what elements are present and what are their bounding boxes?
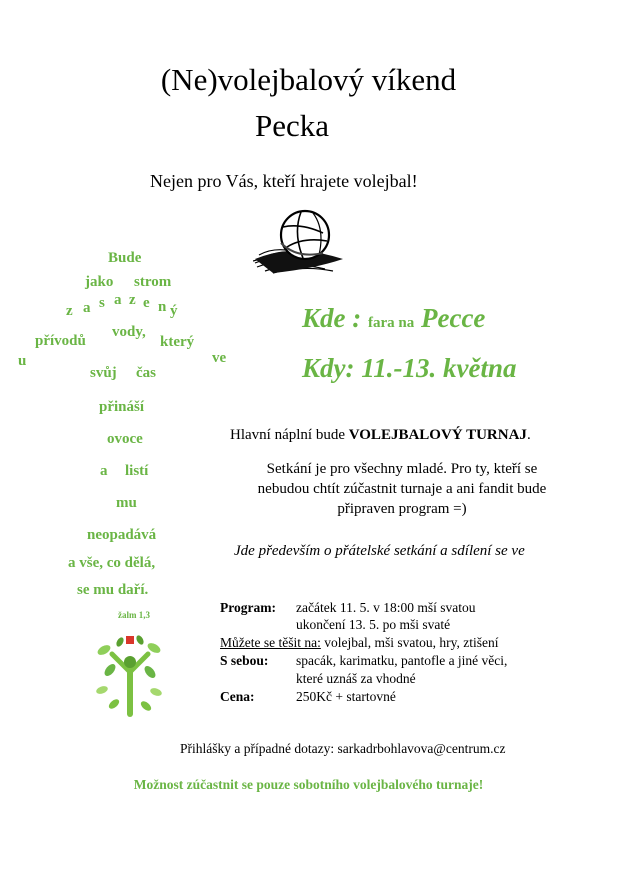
poem-word: ovoce <box>107 431 143 447</box>
where-line <box>302 303 485 334</box>
bring-line: které uznáš za vhodné <box>296 671 416 686</box>
program-end: ukončení 13. 5. po mši svaté <box>296 617 451 632</box>
intro-line: nebudou chtít zúčastnit turnaje a ani fandit bude <box>257 481 547 497</box>
look-forward-label: Můžete se těšit na: <box>220 635 321 650</box>
bring-label: S sebou: <box>220 653 269 668</box>
bring-line: spacák, karimatku, pantofle a jiné věci, <box>296 653 508 668</box>
look-forward-line <box>220 635 498 651</box>
poem-word: vody, <box>112 324 146 340</box>
poem-letter: z <box>129 292 136 308</box>
poem-letter: a <box>83 300 91 316</box>
poem-word: svůj <box>90 365 117 381</box>
program-label: Program: <box>220 600 276 615</box>
poem-word: přináší <box>99 399 145 415</box>
where-place: Pecce <box>420 303 486 333</box>
price-value: 250Kč + startovné <box>296 689 396 704</box>
poem-letter: e <box>143 295 150 311</box>
subtitle: Nejen pro Vás, kteří hrajete volejbal! <box>150 171 418 191</box>
tournament-only-note: Možnost zúčastnit se pouze sobotního volejbalového turnaje! <box>133 777 484 792</box>
poem-word: neopadává <box>87 527 157 543</box>
poem-letter: ý <box>170 303 178 319</box>
poem-word: Bude <box>108 250 142 266</box>
contact-line: Přihlášky a případné dotazy: sarkadrbohlavova@centrum.cz <box>180 741 506 756</box>
volleyball-icon <box>253 203 353 275</box>
intro-paragraph <box>222 461 582 518</box>
poem-letter: z <box>66 303 73 319</box>
page-title-place: Pecka <box>255 108 330 143</box>
poem-line: se mu daří. <box>77 582 149 598</box>
poem-letter: n <box>158 299 167 315</box>
main-event-line <box>230 427 531 444</box>
main-event-suffix: . <box>526 427 531 443</box>
poem-word: čas <box>136 365 156 381</box>
where-label: Kde : <box>302 303 362 333</box>
main-event-bold: VOLEJBALOVÝ TURNAJ <box>348 427 527 443</box>
poem-word: a <box>100 463 108 479</box>
poem-letter: a <box>114 292 122 308</box>
intro-line: Setkání je pro všechny mladé. Pro ty, kteří se <box>266 461 538 477</box>
program-start: začátek 11. 5. v 18:00 mší svatou <box>296 600 476 615</box>
poem-word: listí <box>125 463 149 479</box>
main-event-prefix: Hlavní náplní bude <box>230 427 349 443</box>
look-forward-value: volejbal, mši svatou, hry, ztišení <box>320 635 499 650</box>
price-label: Cena: <box>220 689 255 704</box>
when-line: Kdy: 11.-13. května <box>302 353 517 383</box>
poem-word: přívodů <box>35 333 86 349</box>
poem-line: a vše, co dělá, <box>68 555 156 571</box>
poem-word: mu <box>116 495 137 511</box>
page-title: (Ne)volejbalový víkend <box>160 62 457 97</box>
poem-word: strom <box>134 274 172 290</box>
italic-note: Jde především o přátelské setkání a sdílení se ve <box>234 543 525 559</box>
poem-word: který <box>160 334 195 350</box>
where-prefix: fara na <box>367 315 415 331</box>
poem-word: u <box>18 353 27 369</box>
psalm-reference: žalm 1,3 <box>118 610 150 620</box>
poem-word: ve <box>212 350 227 366</box>
poem-word: jako <box>85 274 114 290</box>
poem-letter: s <box>99 295 105 311</box>
intro-line: připraven program =) <box>337 501 467 517</box>
growing-person-icon <box>90 630 170 720</box>
